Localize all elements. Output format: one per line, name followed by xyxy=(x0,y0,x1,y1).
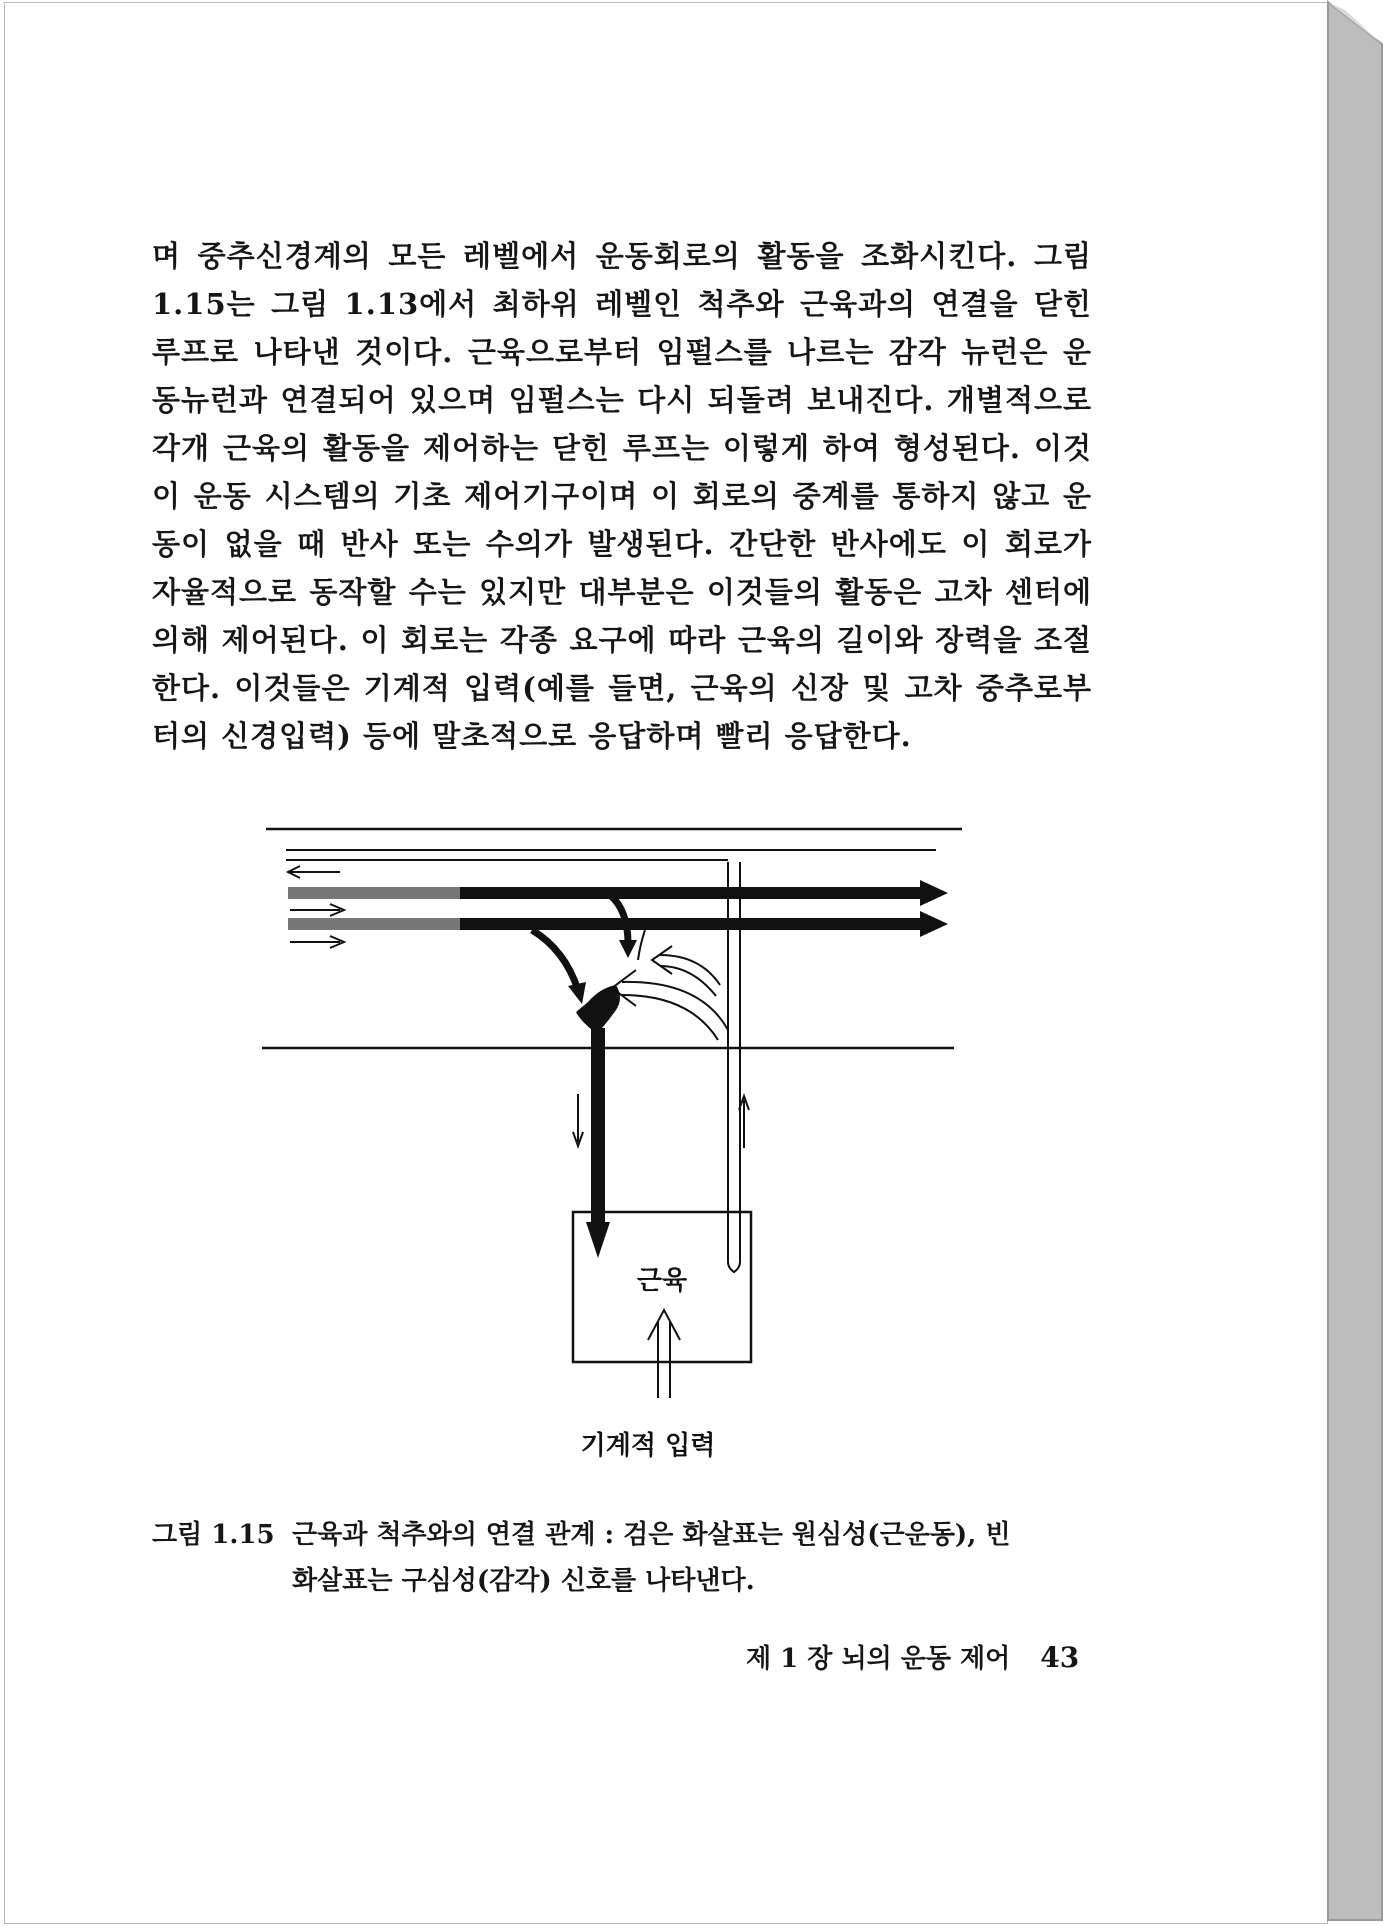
caption-line-2: 화살표는 구심성(감각) 신호를 나타낸다. xyxy=(292,1566,755,1596)
body-paragraph-text: 며 중추신경계의 모든 레벨에서 운동회로의 활동을 조화시킨다. 그림 1.15는 그림 1.13에서 최하위 레벨인 척추와 근육과의 연결을 닫힌 루프로 나타낸 것이다. 근육으로부터 임펄스를 나르는 감각 뉴런은 운동뉴런과 연결되어 있으며 임펄스는 다시 되돌려 보내진다. 개별적으로 각개 근육의 활동을 제어하는 닫힌 루프는 이렇게 하여 형성된다. 이것이 운동 시스템의 기초 제어기구이며 이 회로의 중계를 통하지 않고 운동이 없을 때 반사 또는 수의가 발생된다. 간단한 반사에도 이 회로가 자율적으로 동작할 수는 있지만 대부분은 이것들의 활동은 고차 센터에 의해 제어된다. 이 회로는 각종 요구에 따라 근육의 길이와 장력을 조절한다. 이것들은 기계적 입력(예를 들면, 근육의 신장 및 고차 중추로부터의 신경입력) 등에 말초적으로 응답하며 빨리 응답한다. xyxy=(152,239,1092,753)
efferent-axon-head xyxy=(586,1222,610,1258)
mechanical-input-label: 기계적 입력 xyxy=(580,1431,716,1461)
running-footer xyxy=(746,1638,1079,1675)
afferent-branch-inner xyxy=(660,955,720,985)
chapter-title: 제 1 장 뇌의 운동 제어 xyxy=(746,1644,1011,1674)
descending-tract-1-head xyxy=(920,880,948,906)
figure-caption xyxy=(152,1512,1102,1604)
descending-tract-2-head xyxy=(920,911,948,937)
mechanical-input-arrow-head xyxy=(648,1310,680,1340)
page-number: 43 xyxy=(1040,1641,1080,1674)
caption-number: 그림 1.15 xyxy=(152,1520,275,1550)
muscle-label: 근육 xyxy=(636,1266,688,1296)
branch-arrow-lower xyxy=(532,930,578,990)
afferent-branch-outer xyxy=(622,982,728,1030)
caption-line-1: 근육과 척추와의 연결 관계 : 검은 화살표는 원심성(근운동), 빈 xyxy=(292,1520,1011,1550)
